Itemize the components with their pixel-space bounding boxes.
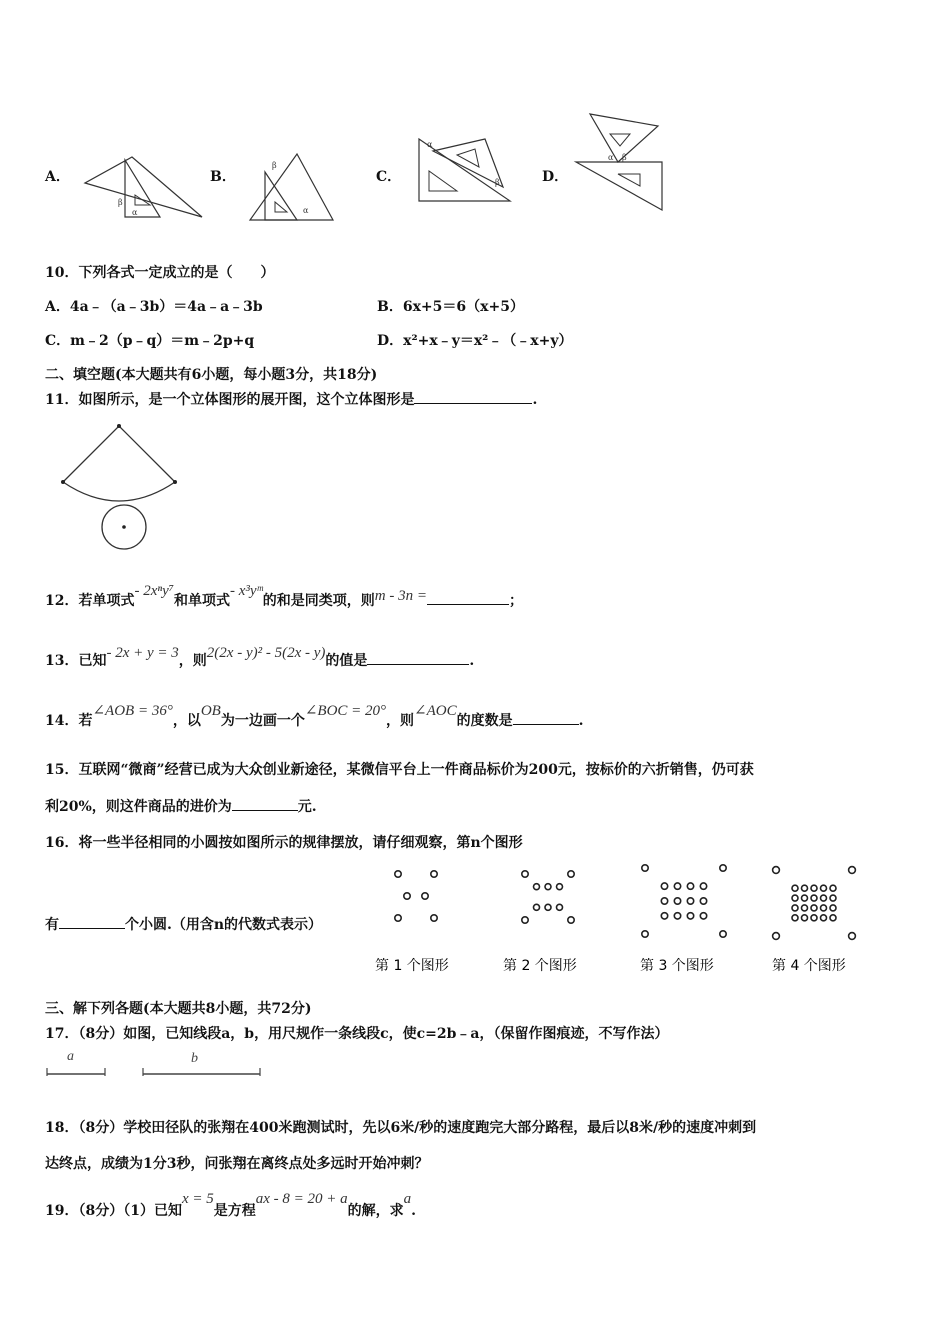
inner-circle bbox=[700, 913, 706, 919]
q14-math-angle-aob: ∠AOB = 36° bbox=[92, 703, 173, 719]
q15-line2 bbox=[45, 796, 317, 816]
section-2-heading: 二、填空题(本大题共有6小题，每小题3分，共18分) bbox=[45, 367, 378, 383]
angle-alpha: α bbox=[427, 140, 433, 149]
angle-alpha: α bbox=[132, 208, 138, 217]
cone-net-figure bbox=[55, 420, 195, 555]
segment-b-label: b bbox=[191, 1051, 198, 1066]
q10-option-a: A．4a﹣（a﹣3b）＝4a﹣a﹣3b bbox=[45, 299, 263, 315]
figure-option-c bbox=[415, 135, 525, 210]
inner-circle bbox=[802, 915, 808, 921]
inner-circle bbox=[404, 893, 410, 899]
corner-circle bbox=[849, 867, 856, 874]
q14-end: . bbox=[578, 713, 584, 729]
q13-math-condition: - 2x + y = 3 bbox=[106, 645, 179, 661]
inner-circle bbox=[821, 885, 827, 891]
pattern-groups bbox=[395, 865, 856, 940]
q17-text: 17．（8分）如图，已知线段a，b，用尺规作一条线段c，使c=2b﹣a，（保留作图痕迹，不写作法） bbox=[45, 1026, 669, 1042]
inner-triangle bbox=[275, 202, 287, 212]
inner-circle bbox=[802, 905, 808, 911]
q12-part3: 的和是同类项，则 bbox=[262, 593, 375, 609]
q11-answer-blank[interactable] bbox=[414, 389, 532, 404]
q14-math-angle-boc: ∠BOC = 20° bbox=[304, 703, 387, 719]
q14-math-angle-aoc: ∠AOC bbox=[414, 703, 457, 719]
caption-figure-2: 第 2 个图形 bbox=[503, 958, 577, 974]
q13-part2: ，则 bbox=[178, 653, 207, 669]
q14-part1: 14．若 bbox=[45, 713, 93, 729]
corner-circle bbox=[522, 871, 528, 877]
option-a-label: A． bbox=[45, 169, 70, 185]
inner-triangle-small bbox=[610, 134, 630, 146]
angle-alpha: α bbox=[303, 206, 309, 215]
set-square-large bbox=[250, 154, 333, 220]
inner-circle bbox=[792, 895, 798, 901]
q10-option-b: B．6x+5＝6（x+5） bbox=[377, 299, 524, 315]
inner-circle bbox=[792, 915, 798, 921]
inner-circle bbox=[687, 898, 693, 904]
corner-circle bbox=[522, 917, 528, 923]
segments-figure bbox=[45, 1048, 275, 1083]
q12-line bbox=[45, 583, 523, 610]
q13-line bbox=[45, 645, 475, 670]
inner-circle bbox=[661, 913, 667, 919]
q19-end: . bbox=[411, 1203, 417, 1219]
option-b-label: B． bbox=[210, 169, 236, 185]
inner-triangle-large bbox=[429, 171, 457, 191]
q19-math-equation: ax - 8 = 20 + a bbox=[255, 1191, 348, 1207]
q10-stem: 10．下列各式一定成立的是（ ） bbox=[45, 265, 275, 281]
q14-math-ob: OB bbox=[200, 703, 221, 719]
option-c-label: C． bbox=[376, 169, 402, 185]
q16-part1: 有 bbox=[45, 917, 59, 933]
inner-circle bbox=[661, 898, 667, 904]
inner-circle bbox=[545, 904, 551, 910]
corner-circle bbox=[720, 931, 726, 937]
q15-line1: 15．互联网“微商”经营已成为大众创业新途径，某微信平台上一件商品标价为200元，按标价的六折销售，仍可获 bbox=[45, 762, 754, 778]
q10-option-c: C．m﹣2（p﹣q）＝m﹣2p+q bbox=[45, 333, 255, 349]
inner-circle bbox=[534, 904, 540, 910]
q16-line2 bbox=[45, 914, 322, 934]
figure-option-a bbox=[80, 155, 210, 230]
angle-beta: β bbox=[272, 161, 277, 170]
inner-circle bbox=[557, 904, 563, 910]
inner-triangle-small bbox=[457, 149, 479, 167]
q12-end: ； bbox=[509, 593, 523, 609]
q13-end: . bbox=[469, 653, 475, 669]
inner-circle bbox=[830, 885, 836, 891]
inner-circle bbox=[802, 885, 808, 891]
inner-circle bbox=[700, 898, 706, 904]
inner-circle bbox=[811, 905, 817, 911]
inner-circle bbox=[792, 885, 798, 891]
option-d-label: D． bbox=[542, 169, 569, 185]
q19-part1: 19．（8分）（1）已知 bbox=[45, 1203, 182, 1219]
q18-line2: 达终点，成绩为1分3秒，问张翔在离终点处多远时开始冲刺？ bbox=[45, 1156, 429, 1172]
q12-part1: 12．若单项式 bbox=[45, 593, 135, 609]
angle-beta: β bbox=[622, 153, 627, 162]
sector-point-left bbox=[61, 480, 65, 484]
angle-beta: β bbox=[495, 178, 500, 187]
q13-answer-blank[interactable] bbox=[367, 650, 469, 665]
q16-answer-blank[interactable] bbox=[59, 914, 125, 929]
q13-part3: 的值是 bbox=[325, 653, 368, 669]
inner-circle bbox=[821, 895, 827, 901]
figure-option-b bbox=[245, 150, 340, 228]
q19-line bbox=[45, 1191, 417, 1220]
inner-circle bbox=[821, 905, 827, 911]
q14-line bbox=[45, 703, 584, 730]
q13-part1: 13．已知 bbox=[45, 653, 107, 669]
sector-arc bbox=[63, 482, 175, 501]
corner-circle bbox=[849, 933, 856, 940]
inner-circle bbox=[674, 913, 680, 919]
inner-circle bbox=[674, 898, 680, 904]
q19-part3: 的解，求 bbox=[347, 1203, 404, 1219]
q12-math-monomial1: - 2xⁿy⁷ bbox=[134, 583, 174, 599]
q19-math-x: x = 5 bbox=[181, 1191, 214, 1207]
inner-triangle-large bbox=[618, 174, 640, 186]
q19-part2: 是方程 bbox=[213, 1203, 256, 1219]
set-square-small bbox=[433, 139, 503, 187]
corner-circle bbox=[395, 915, 401, 921]
angle-alpha: α bbox=[608, 153, 614, 162]
inner-circle bbox=[700, 883, 706, 889]
q11-stem: 11．如图所示，是一个立体图形的展开图，这个立体图形是 bbox=[45, 392, 415, 408]
corner-circle bbox=[568, 917, 574, 923]
set-square-small bbox=[125, 160, 160, 217]
q15-answer-blank[interactable] bbox=[232, 796, 298, 811]
inner-circle bbox=[811, 895, 817, 901]
sector-point-right bbox=[173, 480, 177, 484]
corner-circle bbox=[568, 871, 574, 877]
segment-a-label: a bbox=[67, 1049, 74, 1064]
corner-circle bbox=[773, 933, 780, 940]
corner-circle bbox=[395, 871, 401, 877]
q14-part4: ，则 bbox=[386, 713, 415, 729]
corner-circle bbox=[431, 915, 437, 921]
q12-math-expression: m - 3n = bbox=[374, 588, 427, 604]
corner-circle bbox=[431, 871, 437, 877]
set-square-large bbox=[85, 157, 202, 217]
q18-line1: 18．（8分）学校田径队的张翔在400米跑测试时，先以6米/秒的速度跑完大部分路程，最后以8米/秒的速度冲刺到 bbox=[45, 1120, 757, 1136]
q16-line1: 16．将一些半径相同的小圆按如图所示的规律摆放，请仔细观察，第n个图形 bbox=[45, 835, 523, 851]
caption-figure-1: 第 1 个图形 bbox=[375, 958, 449, 974]
inner-circle bbox=[830, 905, 836, 911]
corner-circle bbox=[720, 865, 726, 871]
q12-answer-blank[interactable] bbox=[427, 590, 509, 605]
caption-figure-3: 第 3 个图形 bbox=[640, 958, 714, 974]
inner-circle bbox=[811, 885, 817, 891]
q11-text: 11．如图所示，是一个立体图形的展开图，这个立体图形是 . bbox=[45, 389, 537, 409]
inner-circle bbox=[821, 915, 827, 921]
sector-point-apex bbox=[117, 424, 121, 428]
inner-circle bbox=[792, 905, 798, 911]
q16-part2: 个小圆.（用含n的代数式表示） bbox=[125, 917, 323, 933]
q15-stem: 利20%，则这件商品的进价为 bbox=[45, 799, 232, 815]
base-circle-center bbox=[122, 525, 126, 529]
corner-circle bbox=[642, 865, 648, 871]
set-square-large bbox=[576, 162, 662, 210]
circle-pattern-figure bbox=[370, 862, 880, 977]
inner-circle bbox=[674, 883, 680, 889]
inner-circle bbox=[802, 895, 808, 901]
section-3-heading: 三、解下列各题(本大题共8小题，共72分) bbox=[45, 1001, 312, 1017]
q14-part2: ，以 bbox=[172, 713, 201, 729]
inner-circle bbox=[422, 893, 428, 899]
corner-circle bbox=[773, 867, 780, 874]
q14-part3: 为一边画一个 bbox=[220, 713, 305, 729]
inner-circle bbox=[545, 884, 551, 890]
angle-beta: β bbox=[118, 198, 123, 207]
corner-circle bbox=[642, 931, 648, 937]
q14-part5: 的度数是 bbox=[456, 713, 513, 729]
caption-figure-4: 第 4 个图形 bbox=[772, 958, 846, 974]
inner-circle bbox=[811, 915, 817, 921]
inner-circle bbox=[830, 895, 836, 901]
inner-circle bbox=[661, 883, 667, 889]
q15-end: 元. bbox=[297, 799, 317, 815]
sector-radius-lines bbox=[63, 426, 175, 482]
inner-circle bbox=[557, 884, 563, 890]
inner-circle bbox=[534, 884, 540, 890]
inner-circle bbox=[687, 883, 693, 889]
inner-circle bbox=[687, 913, 693, 919]
set-square-small bbox=[265, 172, 297, 220]
figure-option-d bbox=[572, 110, 667, 215]
q10-option-d: D．x²+x﹣y＝x²﹣（﹣x+y） bbox=[377, 333, 573, 349]
inner-circle bbox=[830, 915, 836, 921]
q14-answer-blank[interactable] bbox=[513, 710, 579, 725]
q12-math-monomial2: - x³yᵐ bbox=[229, 583, 263, 599]
q12-part2: 和单项式 bbox=[173, 593, 230, 609]
q13-math-expression: 2(2x - y)² - 5(2x - y) bbox=[206, 645, 326, 661]
q19-math-a: a bbox=[403, 1191, 412, 1207]
